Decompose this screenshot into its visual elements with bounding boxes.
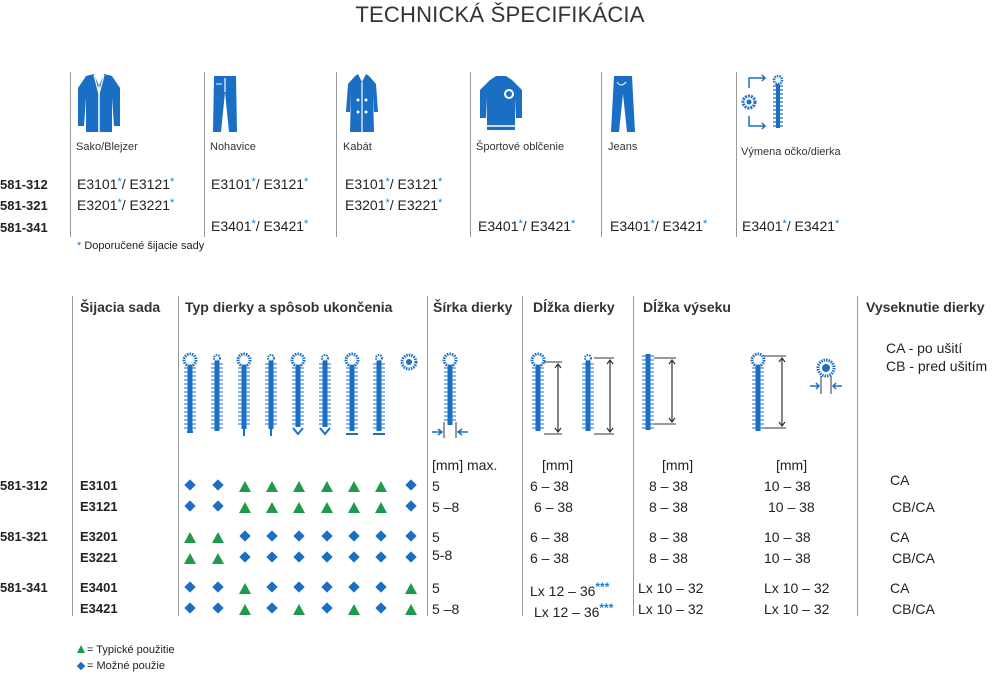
cutting-value: CB/CA (892, 550, 935, 566)
typical-use-triangle-icon (239, 502, 251, 513)
possible-use-diamond-icon (375, 551, 386, 562)
typical-use-triangle-icon (212, 532, 224, 543)
cut-value-2: 10 – 38 (764, 550, 811, 566)
sport-jacket-icon (478, 74, 524, 132)
kit-code-pair: E3201*/ E3221* (345, 197, 443, 213)
category-label: Jeans (608, 141, 638, 153)
model-label: 581-341 (0, 580, 48, 595)
divider (736, 72, 737, 237)
typical-use-triangle-icon (375, 502, 387, 513)
possible-use-diamond-icon (348, 551, 359, 562)
divider (601, 72, 602, 237)
footnote: * Doporučené šijacie sady (77, 240, 205, 252)
possible-use-diamond-icon (348, 581, 359, 592)
triangle-icon (77, 645, 85, 653)
model-label: 581-321 (0, 198, 48, 213)
kit-code: E3221 (80, 550, 118, 565)
unit-label: [mm] (776, 457, 808, 473)
typical-use-triangle-icon (405, 583, 417, 594)
coat-icon (344, 72, 380, 134)
possible-use-diamond-icon (239, 530, 250, 541)
possible-use-diamond-icon (321, 530, 332, 541)
typical-use-triangle-icon (348, 604, 360, 615)
possible-use-diamond-icon (405, 530, 416, 541)
width-value: 5 –8 (432, 499, 460, 515)
cutting-value: CB/CA (892, 499, 935, 515)
unit-label: [mm] max. (432, 457, 498, 473)
length-value: 6 – 38 (530, 478, 569, 494)
possible-use-diamond-icon (321, 602, 332, 613)
cutting-value: CA (890, 472, 910, 488)
possible-use-diamond-icon (266, 581, 277, 592)
category-label: Sako/Blejzer (76, 141, 138, 153)
divider (70, 72, 71, 237)
possible-use-diamond-icon (212, 602, 223, 613)
legend-possible: = Možné použie (77, 660, 165, 672)
kit-code-pair: E3401*/ E3421* (478, 218, 576, 234)
cutting-note-cb: CB - pred ušitím (886, 358, 988, 374)
possible-use-diamond-icon (266, 551, 277, 562)
header-cut: Dĺžka výseku (643, 299, 731, 315)
unit-label: [mm] (662, 457, 694, 473)
typical-use-triangle-icon (266, 502, 278, 513)
typical-use-triangle-icon (375, 481, 387, 492)
kit-code-pair: E3201*/ E3221* (77, 197, 175, 213)
divider (470, 72, 471, 237)
typical-use-triangle-icon (405, 604, 417, 615)
typical-use-triangle-icon (321, 502, 333, 513)
cut-length-diagram-icon (636, 350, 856, 440)
kit-code: E3121 (80, 499, 118, 514)
width-value: 5 (432, 529, 440, 545)
width-value: 5 (432, 580, 440, 596)
divider (178, 296, 179, 616)
possible-use-diamond-icon (184, 581, 195, 592)
width-value: 5-8 (432, 547, 453, 563)
cut-value-2: 10 – 38 (764, 478, 811, 494)
possible-use-diamond-icon (405, 500, 416, 511)
buttonhole-types-icon (180, 350, 425, 440)
category-label: Nohavice (210, 141, 256, 153)
possible-use-diamond-icon (293, 551, 304, 562)
category-label: Výmena očko/dierka (741, 146, 841, 158)
eyelet-exchange-icon (740, 70, 798, 134)
possible-use-diamond-icon (212, 500, 223, 511)
possible-use-diamond-icon (266, 530, 277, 541)
possible-use-diamond-icon (184, 479, 195, 490)
possible-use-diamond-icon (405, 551, 416, 562)
typical-use-triangle-icon (212, 553, 224, 564)
typical-use-triangle-icon (266, 481, 278, 492)
model-label: 581-321 (0, 529, 48, 544)
kit-code: E3401 (80, 580, 118, 595)
cut-value-2: 10 – 38 (768, 499, 815, 515)
typical-use-triangle-icon (348, 481, 360, 492)
possible-use-diamond-icon (184, 602, 195, 613)
cut-value: 8 – 38 (649, 529, 688, 545)
length-value: 6 – 38 (530, 529, 569, 545)
divider (72, 296, 73, 616)
possible-use-diamond-icon (321, 581, 332, 592)
possible-use-diamond-icon (184, 500, 195, 511)
kit-code: E3201 (80, 529, 118, 544)
length-diagram-icon (526, 350, 631, 440)
typical-use-triangle-icon (293, 502, 305, 513)
category-label: Športové oblčenie (476, 141, 565, 153)
typical-use-triangle-icon (184, 553, 196, 564)
possible-use-diamond-icon (212, 479, 223, 490)
length-value: 6 – 38 (530, 550, 569, 566)
diamond-icon (77, 662, 85, 670)
jacket-icon (76, 72, 122, 134)
page-title: TECHNICKÁ ŠPECIFIKÁCIA (355, 2, 645, 27)
kit-code: E3421 (80, 601, 118, 616)
width-value: 5 (432, 478, 440, 494)
length-value: Lx 12 – 36*** (530, 580, 610, 599)
possible-use-diamond-icon (375, 602, 386, 613)
length-value: Lx 12 – 36*** (534, 601, 614, 620)
kit-code-pair: E3401*/ E3421* (211, 218, 309, 234)
model-label: 581-312 (0, 478, 48, 493)
divider (522, 296, 523, 616)
divider (857, 296, 858, 616)
divider (633, 296, 634, 616)
possible-use-diamond-icon (266, 602, 277, 613)
divider (204, 72, 205, 237)
cut-value: 8 – 38 (649, 478, 688, 494)
model-label: 581-312 (0, 177, 48, 192)
model-label: 581-341 (0, 220, 48, 235)
typical-use-triangle-icon (293, 481, 305, 492)
typical-use-triangle-icon (239, 481, 251, 492)
kit-code-pair: E3101*/ E3121* (345, 176, 443, 192)
possible-use-diamond-icon (405, 479, 416, 490)
kit-code-pair: E3101*/ E3121* (211, 176, 309, 192)
header-length: Dĺžka dierky (533, 299, 615, 315)
kit-code-pair: E3101*/ E3121* (77, 176, 175, 192)
possible-use-diamond-icon (293, 581, 304, 592)
divider (336, 72, 337, 237)
cut-value: Lx 10 – 32 (638, 601, 704, 617)
possible-use-diamond-icon (375, 530, 386, 541)
trousers-icon (210, 72, 240, 134)
typical-use-triangle-icon (239, 583, 251, 594)
possible-use-diamond-icon (293, 530, 304, 541)
width-value: 5 –8 (432, 601, 460, 617)
typical-use-triangle-icon (293, 604, 305, 615)
possible-use-diamond-icon (321, 551, 332, 562)
typical-use-triangle-icon (321, 481, 333, 492)
cut-value: 8 – 38 (649, 499, 688, 515)
cutting-note-ca: CA - po ušití (886, 340, 963, 356)
length-value: 6 – 38 (534, 499, 573, 515)
cut-value-2: 10 – 38 (764, 529, 811, 545)
cutting-value: CA (890, 529, 910, 545)
width-diagram-icon (430, 350, 520, 442)
possible-use-diamond-icon (212, 581, 223, 592)
cut-value-2: Lx 10 – 32 (764, 601, 830, 617)
cutting-value: CA (890, 580, 910, 596)
possible-use-diamond-icon (239, 551, 250, 562)
header-kit: Šijacia sada (80, 299, 161, 315)
typical-use-triangle-icon (239, 604, 251, 615)
kit-code-pair: E3401*/ E3421* (610, 218, 708, 234)
kit-code: E3101 (80, 478, 118, 493)
typical-use-triangle-icon (184, 532, 196, 543)
typical-use-triangle-icon (348, 502, 360, 513)
cut-value: 8 – 38 (649, 550, 688, 566)
cut-value-2: Lx 10 – 32 (764, 580, 830, 596)
divider (427, 296, 428, 616)
header-type: Typ dierky a spôsob ukončenia (185, 299, 393, 315)
unit-label: [mm] (542, 457, 574, 473)
cutting-value: CB/CA (892, 601, 935, 617)
kit-code-pair: E3401*/ E3421* (742, 218, 840, 234)
possible-use-diamond-icon (375, 581, 386, 592)
header-cutting: Vyseknutie dierky (866, 299, 985, 315)
category-label: Kabát (343, 141, 372, 153)
legend-typical: = Typické použitie (77, 644, 175, 656)
jeans-icon (608, 72, 638, 134)
header-width: Šírka dierky (433, 299, 513, 315)
cut-value: Lx 10 – 32 (638, 580, 704, 596)
possible-use-diamond-icon (348, 530, 359, 541)
